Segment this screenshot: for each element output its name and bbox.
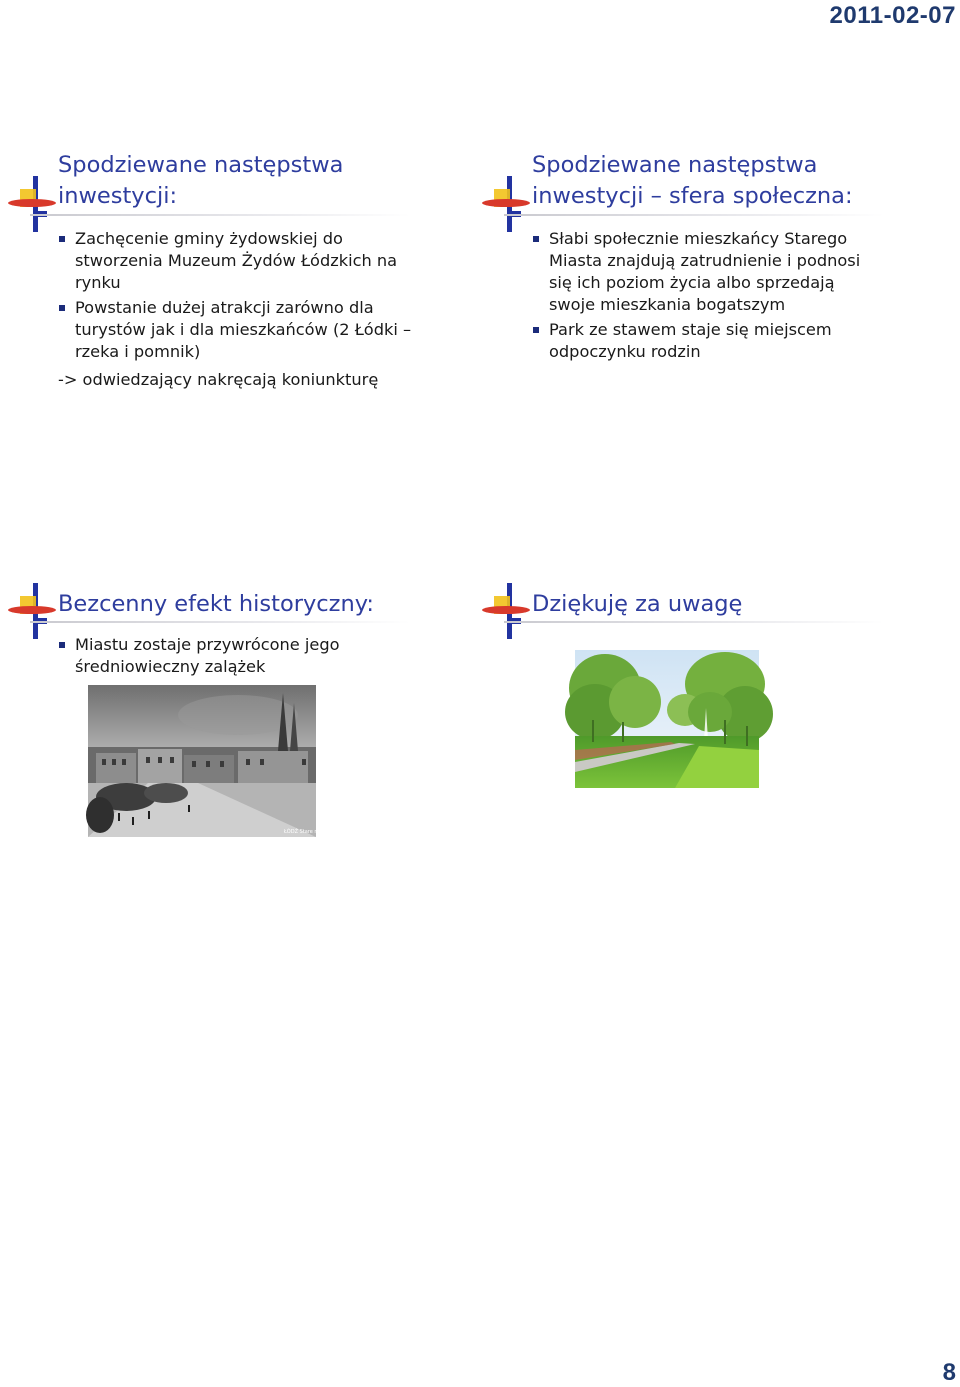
slide-1 xyxy=(6,150,446,410)
title-divider xyxy=(504,621,884,623)
list-item: Słabi społecznie mieszkańcy Starego Miasta znajdują zatrudnienie i podnosi się ich poziom życia albo sprzedają swoje mieszkania bogatszym xyxy=(532,228,862,316)
bullet-list xyxy=(58,634,418,681)
old-town-photo xyxy=(88,685,332,837)
slide-title: Spodziewane następstwa inwestycji – sfera społeczna: xyxy=(532,152,853,209)
header-date: 2011-02-07 xyxy=(829,2,956,29)
note-line: -> odwiedzający nakręcają koniunkturę xyxy=(58,370,379,389)
list-item: Zachęcenie gminy żydowskiej do stworzenia Muzeum Żydów Łódzkich na rynku xyxy=(58,228,418,294)
bullet-list xyxy=(532,228,862,366)
slide-4 xyxy=(480,585,920,845)
title-divider xyxy=(30,214,410,216)
list-item: Powstanie dużej atrakcji zarówno dla turystów jak i dla mieszkańców (2 Łódki – rzeka i pomnik) xyxy=(58,297,418,363)
slide-title: Spodziewane następstwa inwestycji: xyxy=(58,152,344,209)
bullet-list xyxy=(58,228,418,366)
title-divider xyxy=(30,621,410,623)
title-divider xyxy=(504,214,884,216)
slide-logo-icon xyxy=(6,583,62,639)
page-number: 8 xyxy=(942,1359,956,1386)
slide-logo-icon xyxy=(480,176,536,232)
slide-title: Bezcenny efekt historyczny: xyxy=(58,591,374,617)
bullet-square-icon xyxy=(59,305,65,311)
list-item: Park ze stawem staje się miejscem odpoczynku rodzin xyxy=(532,319,862,363)
bullet-square-icon xyxy=(533,327,539,333)
park-photo xyxy=(575,650,759,788)
bullet-square-icon xyxy=(59,236,65,242)
photo-caption: ŁÓDŹ Stare miasto xyxy=(284,829,332,835)
slide-title: Dziękuję za uwagę xyxy=(532,591,743,617)
slide-3 xyxy=(6,585,446,845)
bullet-square-icon xyxy=(533,236,539,242)
slide-2 xyxy=(480,150,920,410)
slide-logo-icon xyxy=(480,583,536,639)
slide-logo-icon xyxy=(6,176,62,232)
bullet-square-icon xyxy=(59,642,65,648)
list-item: Miastu zostaje przywrócone jego średniowieczny zalążek xyxy=(58,634,418,678)
